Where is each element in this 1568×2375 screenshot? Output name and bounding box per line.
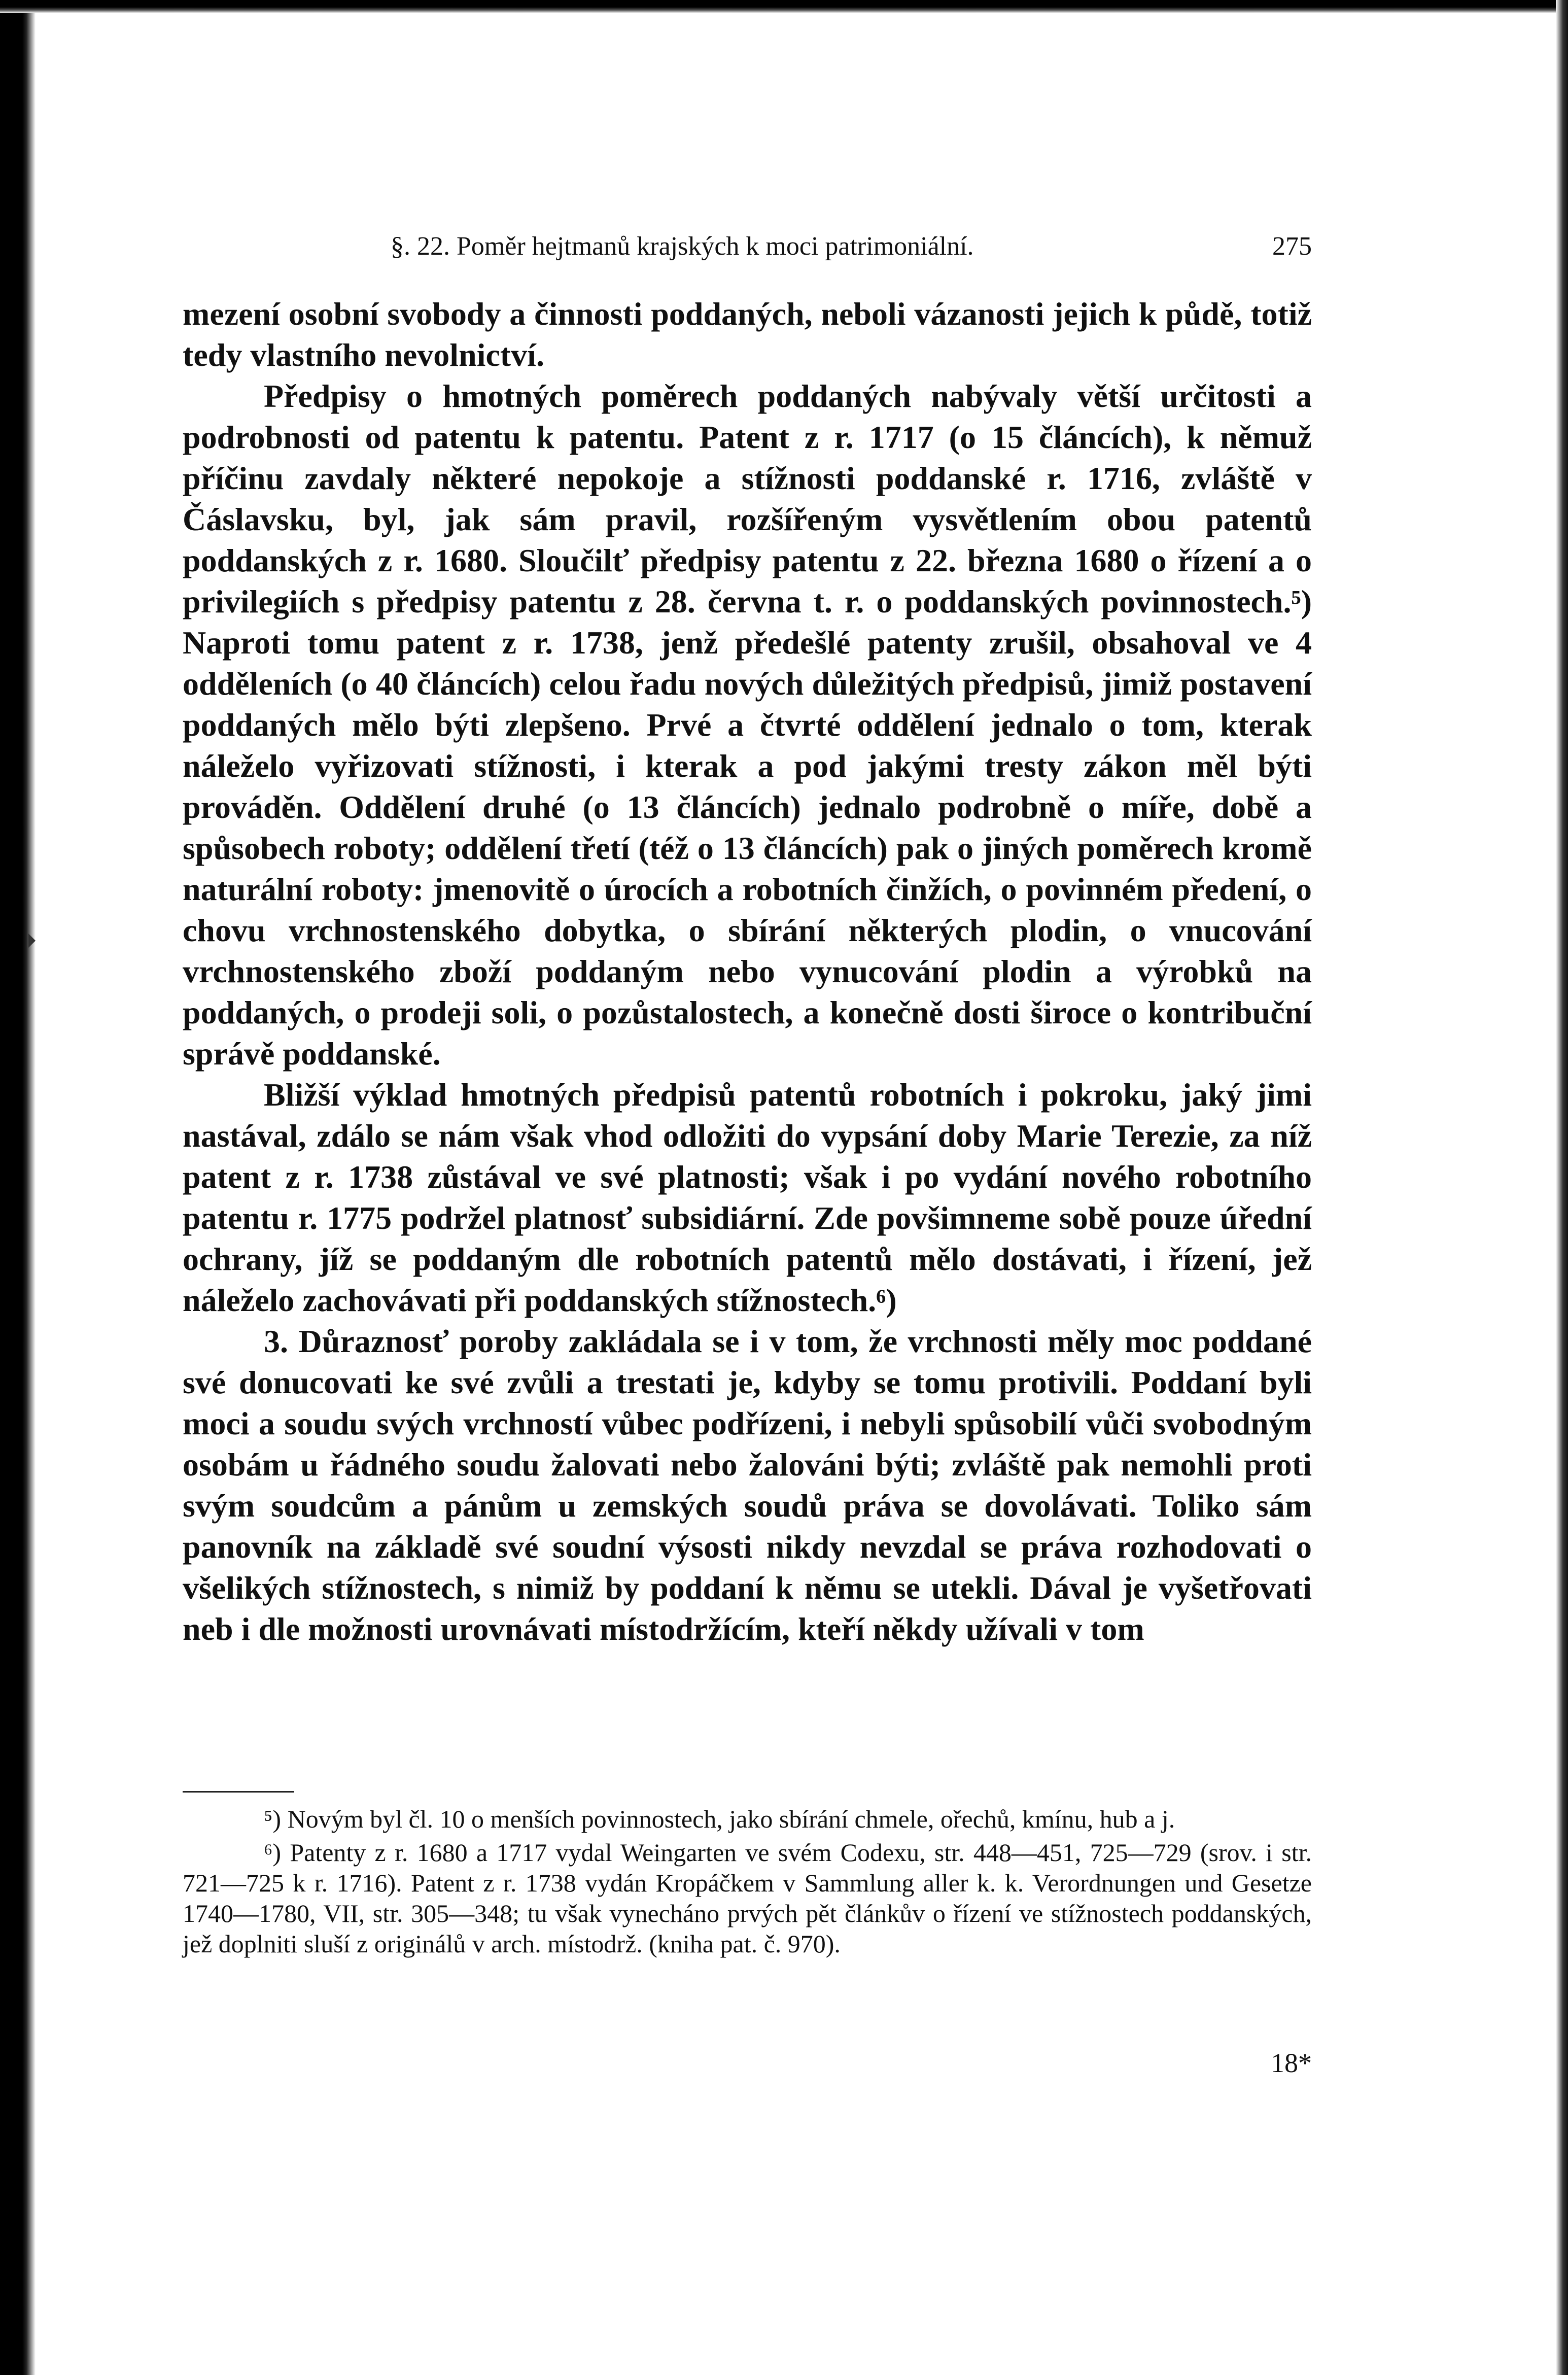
running-title: §. 22. Poměr hejtmanů krajských k moci patrimoniální. [391, 232, 974, 261]
footnote-5: ⁵) Novým byl čl. 10 o menších povinnostech, jako sbírání chmele, ořechů, kmínu, hub a j. [264, 1805, 1175, 1833]
paragraph-3: Bližší výklad hmotných předpisů patentů robotních i pokroku, jaký jimi nastával, zdálo se nám však vhod odložiti do vypsání doby Marie Terezie, za níž patent z r. 1738 zůstával ve své platnosti; však i po vydání nového robotního patentu r. 1775 podržel platnosť subsidiární. Zde povšimneme sobě pouze úřední ochrany, jíž se poddaným dle robotních patentů mělo dostávati, i řízení, jež náleželo zachovávati při poddanských stížnostech.⁶) [183, 1077, 1312, 1318]
footnotes [183, 1804, 1312, 1962]
signature-mark: 18* [1271, 2048, 1312, 2078]
paragraph-4: 3. Důraznosť poroby zakládala se i v tom, že vrchnosti měly moc poddané své donucovati ke své zvůli a trestati je, kdyby se tomu protivili. Poddaní byli moci a soudu svých vrchností vůbec podřízeni, i nebyli spůsobilí vůči svobodným osobám u řádného soudu žalovati nebo žalováni býti; zvláště pak nemohli proti svým soudcům a pánům u zemských soudů práva se dovolávati. Toliko sám panovník na základě své soudní výsosti nikdy nevzdal se práva rozhodovati o všelikých stížnostech, s nimiž by poddaní k němu se utekli. Dával je vyšetřovati neb i dle možnosti urovnávati místodržícím, kteří někdy užívali v tom [183, 1323, 1312, 1647]
footnote-6: ⁶) Patenty z r. 1680 a 1717 vydal Weingarten ve svém Codexu, str. 448—451, 725—729 (srov. i str. 721—725 k r. 1716). Patent z r. 1738 vydán Kropáčkem v Sammlung aller k. k. Verordnungen und Gesetze 1740—1780, VII, str. 305—348; tu však vynecháno prvých pět článkův o řízení ve stížnostech poddanských, jež doplniti sluší z originálů v arch. místodrž. (kniha pat. č. 970). [183, 1838, 1312, 1958]
scan-shadow-right [1556, 0, 1568, 2375]
body-text [183, 293, 1312, 1649]
scan-shadow-left [0, 0, 36, 2375]
running-head [183, 227, 1312, 268]
footnote-separator [183, 1791, 294, 1793]
page-number: 275 [1272, 232, 1312, 261]
margin-mark [28, 934, 36, 948]
scan-shadow-top [0, 0, 1568, 13]
paragraph-2: Předpisy o hmotných poměrech poddaných nabývaly větší určitosti a podrobnosti od patentu k patentu. Patent z r. 1717 (o 15 článcích), k němuž příčinu zavdaly některé nepokoje a stížnosti poddanské r. 1716, zvláště v Čáslavsku, byl, jak sám pravil, rozšířeným vysvětlením obou patentů poddanských z r. 1680. Sloučilť předpisy patentu z 22. března 1680 o řízení a o privilegiích s předpisy patentu z 28. června t. r. o poddanských povinnostech.⁵) Naproti tomu patent z r. 1738, jenž předešlé patenty zrušil, obsahoval ve 4 odděleních (o 40 článcích) celou řadu nových důležitých předpisů, jimiž postavení poddaných mělo býti zlepšeno. Prvé a čtvrté oddělení jednalo o tom, kterak náleželo vyřizovati stížnosti, i kterak a pod jakými tresty zákon měl býti prováděn. Oddělení druhé (o 13 článcích) jednalo podrobně o míře, době a spůsobech roboty; oddělení třetí (též o 13 článcích) pak o jiných poměrech kromě naturální roboty: jmenovitě o úrocích a robotních činžích, o povinném předení, o chovu vrchnostenského dobytka, o sbírání některých plodin, o vnucování vrchnostenského zboží poddaným nebo vynucování plodin a výrobků na poddaných, o prodeji soli, o pozůstalostech, a konečně dosti široce o kontribuční správě poddanské. [183, 378, 1312, 1072]
paragraph-1: mezení osobní svobody a činnosti poddaných, neboli vázanosti jejich k půdě, totiž tedy vlastního nevolnictví. [183, 296, 1312, 373]
